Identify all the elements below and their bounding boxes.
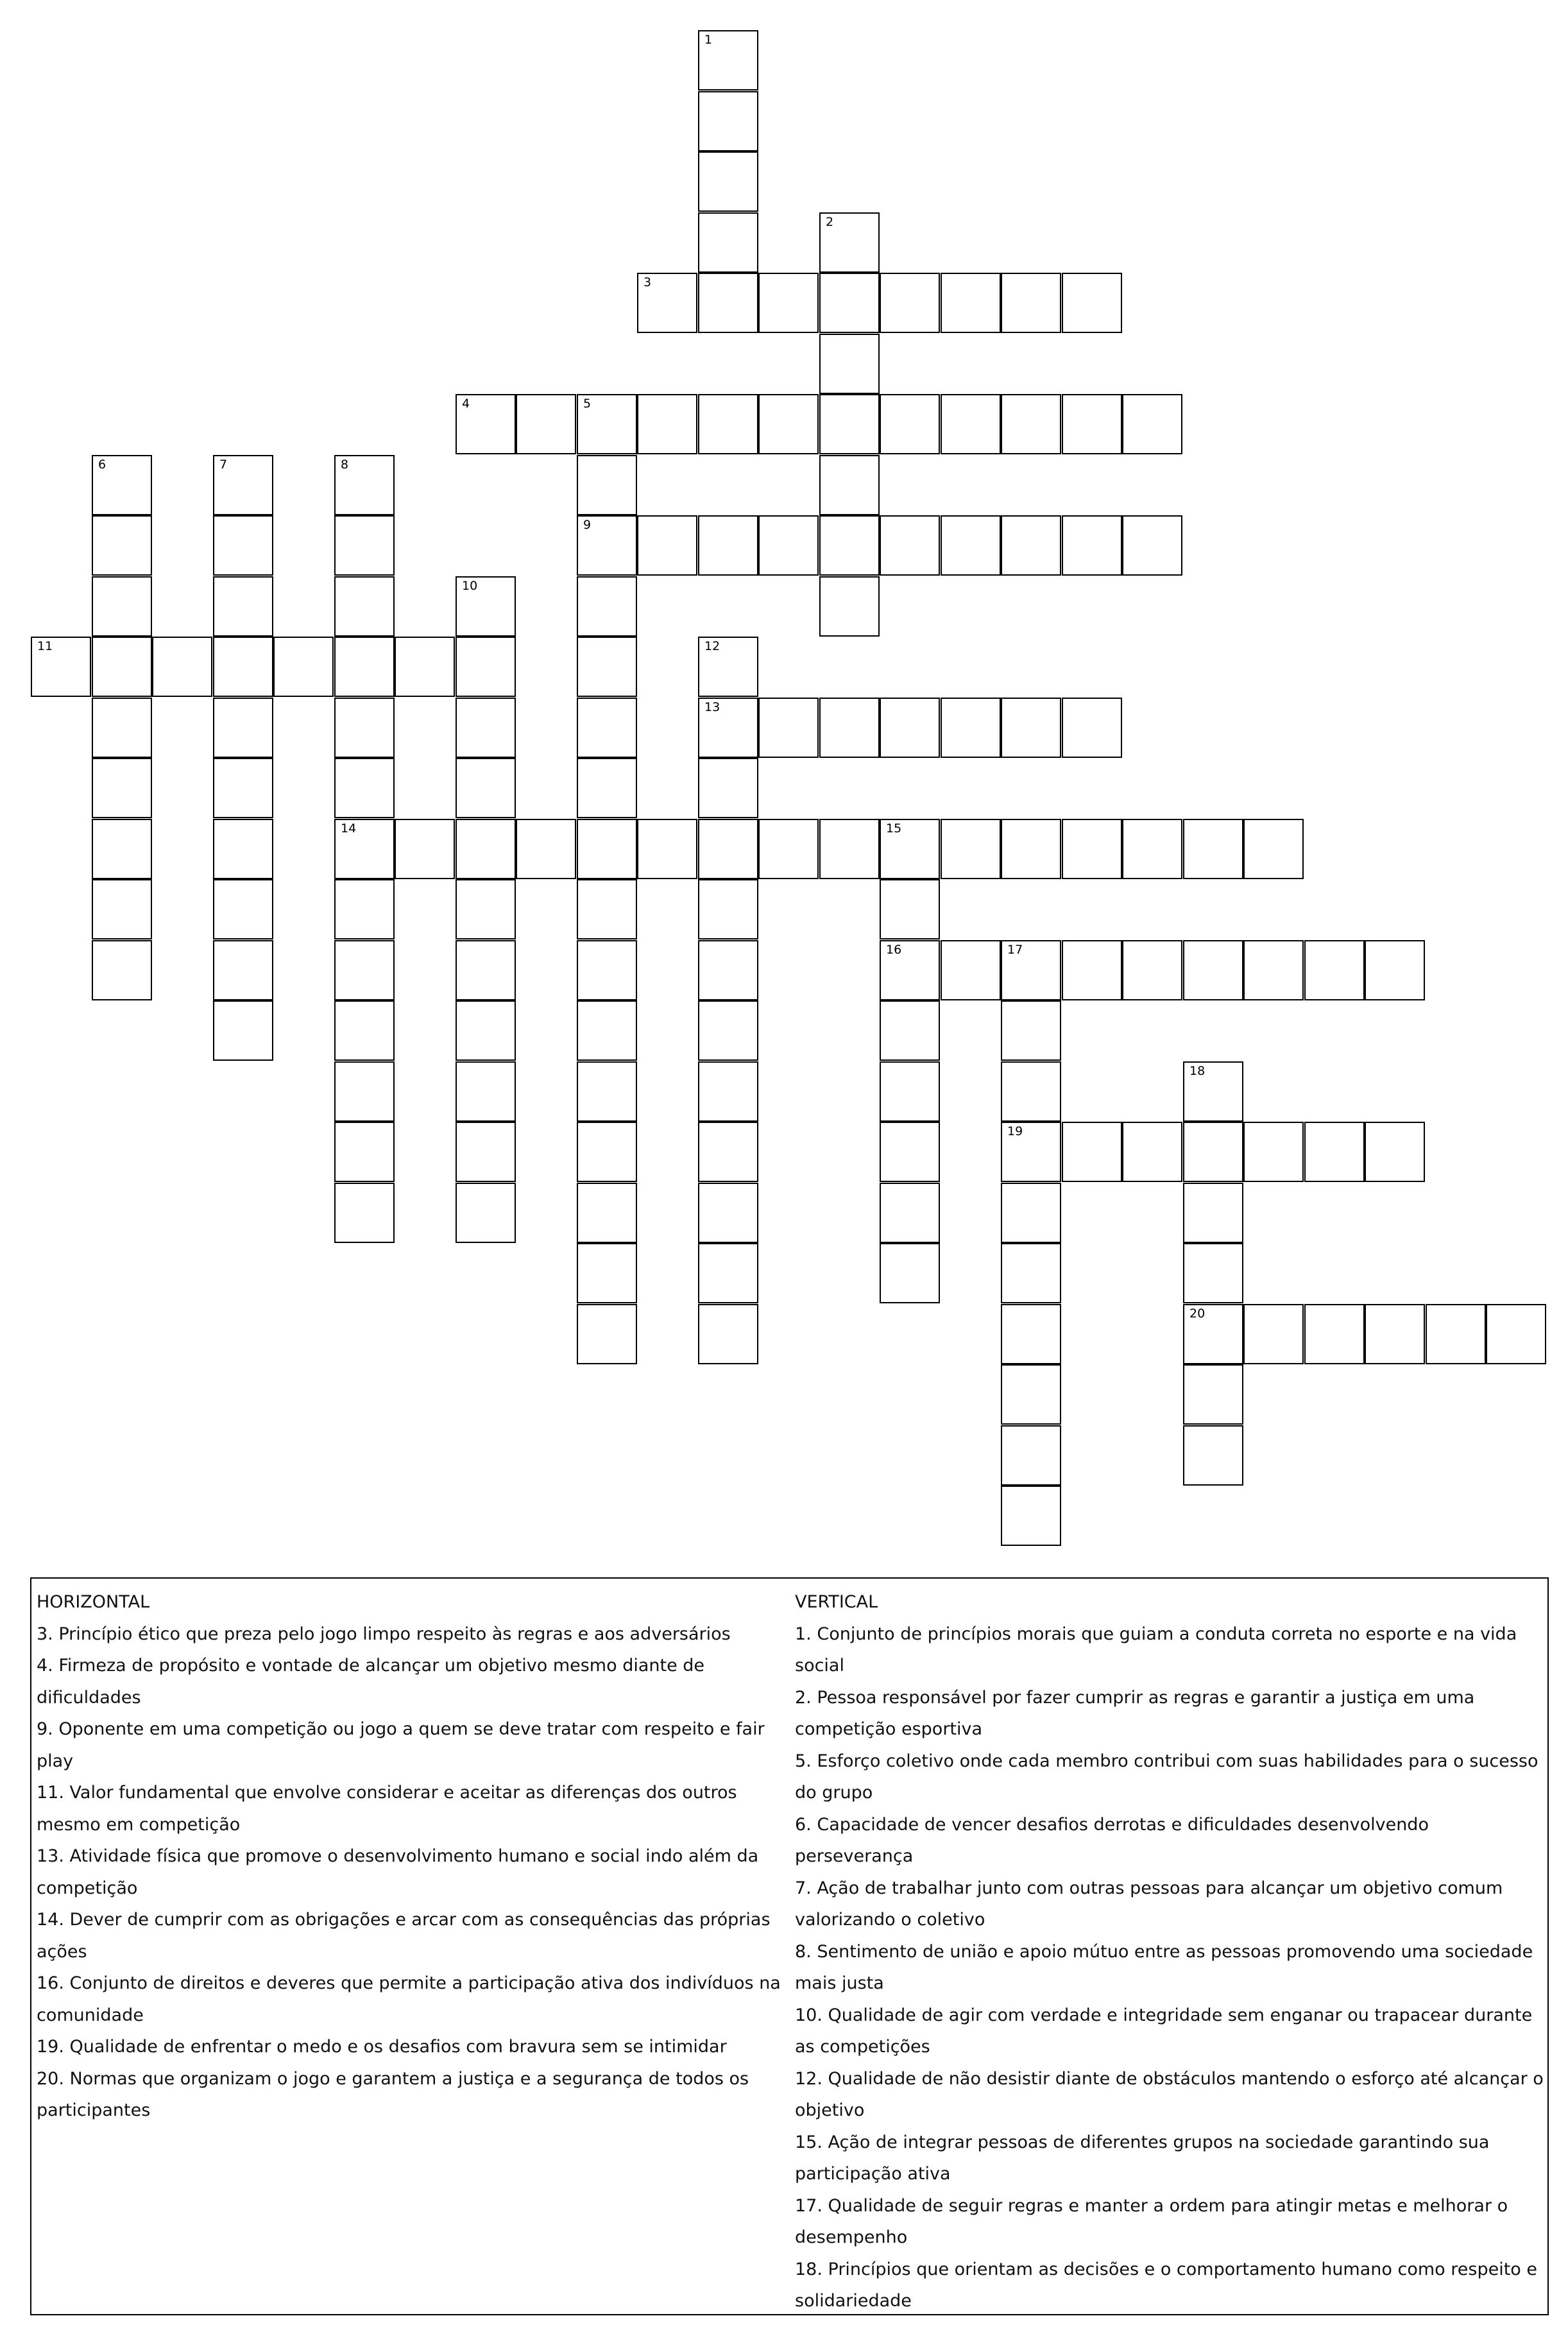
crossword-cell[interactable]: [1122, 394, 1182, 454]
clue-v-15: 15. Ação de integrar pessoas de diferentes grupos na sociedade garantindo sua participação ativa: [795, 2132, 1490, 2184]
crossword-cell[interactable]: [880, 1122, 940, 1182]
clue-v-17: 17. Qualidade de seguir regras e manter a ordem para atingir metas e melhorar o desempenho: [795, 2195, 1508, 2247]
crossword-cell[interactable]: [941, 273, 1001, 333]
crossword-cell[interactable]: [456, 637, 516, 697]
crossword-cell[interactable]: [334, 1122, 395, 1182]
crossword-cell[interactable]: [213, 1000, 273, 1061]
crossword-cell[interactable]: [334, 515, 395, 576]
crossword-cell[interactable]: [1243, 940, 1304, 1000]
clue-number: 13: [704, 700, 720, 714]
crossword-cell[interactable]: [577, 758, 637, 818]
crossword-cell[interactable]: [213, 637, 273, 697]
crossword-cell[interactable]: [1365, 1122, 1425, 1182]
crossword-cell[interactable]: [334, 940, 395, 1000]
crossword-cell[interactable]: [880, 819, 940, 879]
crossword-cell[interactable]: [273, 637, 334, 697]
crossword-cell[interactable]: [395, 637, 455, 697]
clue-number: 4: [462, 397, 470, 411]
clue-number: 5: [583, 397, 592, 411]
crossword-cell[interactable]: [698, 394, 758, 454]
crossword-cell[interactable]: [456, 1122, 516, 1182]
crossword-cell[interactable]: [456, 819, 516, 879]
clue-v-6: 6. Capacidade de vencer desafios derrotas e dificuldades desenvolvendo perseverança: [795, 1814, 1429, 1866]
clue-v-1: 1. Conjunto de princípios morais que guiam a conduta correta no esporte e na vida social: [795, 1624, 1517, 1676]
crossword-cell[interactable]: [92, 819, 152, 879]
crossword-cell[interactable]: [213, 515, 273, 576]
crossword-cell[interactable]: [637, 819, 697, 879]
crossword-cell[interactable]: [698, 1122, 758, 1182]
clue-number: 19: [1007, 1124, 1023, 1138]
crossword-cell[interactable]: [880, 1243, 940, 1303]
clues-box: [30, 1577, 1549, 2315]
crossword-cell[interactable]: [456, 1061, 516, 1122]
crossword-cell[interactable]: [1001, 1304, 1061, 1364]
crossword-cell[interactable]: [1062, 698, 1122, 758]
crossword-cell[interactable]: [758, 515, 819, 576]
crossword-cell[interactable]: [334, 637, 395, 697]
crossword-cell[interactable]: [1062, 940, 1122, 1000]
crossword-cell[interactable]: [213, 576, 273, 637]
crossword-cell[interactable]: [92, 940, 152, 1000]
crossword-cell[interactable]: [1183, 1364, 1243, 1425]
clue-number: 11: [37, 639, 53, 653]
clue-number: 17: [1007, 943, 1023, 957]
crossword-cell[interactable]: [577, 576, 637, 637]
vertical-clues: [795, 1586, 1546, 2317]
crossword-cell[interactable]: [1304, 1122, 1365, 1182]
crossword-cell[interactable]: [1122, 819, 1182, 879]
crossword-cell[interactable]: [92, 758, 152, 818]
crossword-cell[interactable]: [516, 394, 576, 454]
crossword-cell[interactable]: [637, 394, 697, 454]
clue-v-10: 10. Qualidade de agir com verdade e integridade sem enganar ou trapacear durante as competições: [795, 2005, 1533, 2057]
crossword-cell[interactable]: [213, 819, 273, 879]
crossword-cell[interactable]: [1304, 940, 1365, 1000]
crossword-cell[interactable]: [577, 819, 637, 879]
crossword-cell[interactable]: [1001, 1061, 1061, 1122]
crossword-cell[interactable]: [1243, 819, 1304, 879]
crossword-cell[interactable]: [698, 1183, 758, 1243]
crossword-cell[interactable]: [1486, 1304, 1546, 1364]
crossword-cell[interactable]: [1001, 698, 1061, 758]
crossword-cell[interactable]: [698, 879, 758, 939]
clue-v-18: 18. Princípios que orientam as decisões e o comportamento humano como respeito e solidariedade: [795, 2259, 1537, 2311]
crossword-cell[interactable]: [1001, 1364, 1061, 1425]
clue-number: 10: [462, 579, 478, 593]
crossword-cell[interactable]: [456, 576, 516, 637]
crossword-cell[interactable]: [1122, 515, 1182, 576]
clue-h-9: 9. Oponente em uma competição ou jogo a quem se deve tratar com respeito e fair play: [37, 1719, 765, 1771]
crossword-cell[interactable]: [395, 819, 455, 879]
crossword-cell[interactable]: [213, 758, 273, 818]
crossword-cell[interactable]: [941, 515, 1001, 576]
clue-h-20: 20. Normas que organizam o jogo e garantem a justiça e a segurança de todos os participantes: [37, 2068, 749, 2120]
clue-number: 6: [98, 458, 107, 472]
crossword-cell[interactable]: [1365, 940, 1425, 1000]
clue-h-4: 4. Firmeza de propósito e vontade de alcançar um objetivo mesmo diante de dificuldades: [37, 1656, 705, 1708]
crossword-cell[interactable]: [1001, 940, 1061, 1000]
crossword-cell[interactable]: [1001, 1122, 1061, 1182]
crossword-cell[interactable]: [880, 515, 940, 576]
clue-h-13: 13. Atividade física que promove o desenvolvimento humano e social indo além da competição: [37, 1846, 759, 1898]
crossword-cell[interactable]: [698, 212, 758, 273]
crossword-cell[interactable]: [92, 879, 152, 939]
clue-h-11: 11. Valor fundamental que envolve considerar e aceitar as diferenças dos outros mesmo em competição: [37, 1783, 737, 1835]
crossword-cell[interactable]: [698, 151, 758, 212]
crossword-cell[interactable]: [92, 455, 152, 515]
crossword-cell[interactable]: [880, 394, 940, 454]
crossword-cell[interactable]: [880, 940, 940, 1000]
clue-h-19: 19. Qualidade de enfrentar o medo e os desafios com bravura sem se intimidar: [37, 2037, 727, 2057]
crossword-cell[interactable]: [698, 819, 758, 879]
crossword-cell[interactable]: [577, 394, 637, 454]
clue-v-7: 7. Ação de trabalhar junto com outras pessoas para alcançar um objetivo comum valorizando o coletivo: [795, 1878, 1503, 1930]
crossword-cell[interactable]: [1183, 1243, 1243, 1303]
crossword-cell[interactable]: [92, 515, 152, 576]
clue-number: 3: [643, 275, 652, 289]
crossword-cell[interactable]: [819, 394, 880, 454]
crossword-cell[interactable]: [1062, 273, 1122, 333]
crossword-cell[interactable]: [213, 940, 273, 1000]
crossword-cell[interactable]: [698, 1061, 758, 1122]
crossword-cell[interactable]: [334, 1183, 395, 1243]
crossword-cell[interactable]: [1183, 819, 1243, 879]
crossword-cell[interactable]: [152, 637, 212, 697]
crossword-cell[interactable]: [577, 1061, 637, 1122]
crossword-cell[interactable]: [516, 819, 576, 879]
crossword-cell[interactable]: [577, 940, 637, 1000]
crossword-cell[interactable]: [758, 273, 819, 333]
crossword-cell[interactable]: [1001, 1000, 1061, 1061]
crossword-cell[interactable]: [31, 637, 91, 697]
crossword-cell[interactable]: [577, 698, 637, 758]
crossword-cell[interactable]: [698, 940, 758, 1000]
crossword-cell[interactable]: [698, 1243, 758, 1303]
clue-number: 8: [341, 458, 349, 472]
crossword-cell[interactable]: [456, 394, 516, 454]
crossword-cell[interactable]: [1365, 1304, 1425, 1364]
crossword-cell[interactable]: [1001, 1425, 1061, 1486]
crossword-cell[interactable]: [1001, 1183, 1061, 1243]
crossword-cell[interactable]: [819, 576, 880, 637]
crossword-cell[interactable]: [880, 1061, 940, 1122]
crossword-cell[interactable]: [456, 879, 516, 939]
crossword-cell[interactable]: [637, 515, 697, 576]
crossword-cell[interactable]: [698, 637, 758, 697]
clue-v-8: 8. Sentimento de união e apoio mútuo entre as pessoas promovendo uma sociedade mais justa: [795, 1941, 1533, 1993]
clue-number: 15: [886, 821, 902, 836]
crossword-cell[interactable]: [577, 1122, 637, 1182]
crossword-cell[interactable]: [334, 698, 395, 758]
crossword-cell[interactable]: [1001, 1486, 1061, 1546]
crossword-cell[interactable]: [92, 637, 152, 697]
crossword-cell[interactable]: [698, 698, 758, 758]
clue-number: 12: [704, 639, 720, 653]
crossword-cell[interactable]: [577, 455, 637, 515]
clue-number: 9: [583, 518, 592, 532]
crossword-cell[interactable]: [880, 698, 940, 758]
crossword-cell[interactable]: [334, 455, 395, 515]
crossword-cell[interactable]: [941, 698, 1001, 758]
crossword-cell[interactable]: [456, 940, 516, 1000]
crossword-cell[interactable]: [92, 698, 152, 758]
crossword-cell[interactable]: [698, 91, 758, 151]
crossword-cell[interactable]: [637, 273, 697, 333]
crossword-cell[interactable]: [698, 1000, 758, 1061]
crossword-cell[interactable]: [941, 940, 1001, 1000]
crossword-cell[interactable]: [1304, 1304, 1365, 1364]
crossword-cell[interactable]: [880, 1183, 940, 1243]
crossword-cell[interactable]: [456, 758, 516, 818]
crossword-cell[interactable]: [334, 1000, 395, 1061]
crossword-cell[interactable]: [880, 1000, 940, 1061]
crossword-cell[interactable]: [577, 637, 637, 697]
crossword-cell[interactable]: [1426, 1304, 1486, 1364]
crossword-cell[interactable]: [1122, 1122, 1182, 1182]
clue-number: 2: [826, 215, 834, 229]
crossword-cell[interactable]: [880, 273, 940, 333]
crossword-cell[interactable]: [1183, 1425, 1243, 1486]
crossword-cell[interactable]: [1183, 1122, 1243, 1182]
crossword-cell[interactable]: [758, 819, 819, 879]
crossword-cell[interactable]: [334, 1061, 395, 1122]
crossword-cell[interactable]: [1243, 1304, 1304, 1364]
crossword-cell[interactable]: [698, 30, 758, 90]
clue-number: 7: [219, 458, 228, 472]
crossword-cell[interactable]: [577, 879, 637, 939]
crossword-cell[interactable]: [334, 819, 395, 879]
crossword-cell[interactable]: [213, 455, 273, 515]
crossword-cell[interactable]: [1001, 1243, 1061, 1303]
crossword-cell[interactable]: [577, 1000, 637, 1061]
horizontal-title: HORIZONTAL: [37, 1592, 150, 1612]
crossword-cell[interactable]: [819, 819, 880, 879]
crossword-cell[interactable]: [577, 1183, 637, 1243]
crossword-cell[interactable]: [1122, 940, 1182, 1000]
crossword-cell[interactable]: [1183, 940, 1243, 1000]
clue-number: 20: [1189, 1307, 1206, 1321]
crossword-cell[interactable]: [880, 879, 940, 939]
crossword-cell[interactable]: [819, 515, 880, 576]
crossword-cell[interactable]: [213, 879, 273, 939]
crossword-cell[interactable]: [941, 819, 1001, 879]
clue-h-3: 3. Princípio ético que preza pelo jogo limpo respeito às regras e aos adversários: [37, 1624, 731, 1644]
crossword-cell[interactable]: [1001, 515, 1061, 576]
crossword-cell[interactable]: [1062, 394, 1122, 454]
crossword-cell[interactable]: [698, 758, 758, 818]
clue-v-2: 2. Pessoa responsável por fazer cumprir as regras e garantir a justiça em uma competição esportiva: [795, 1687, 1475, 1739]
crossword-cell[interactable]: [819, 212, 880, 273]
clue-number: 14: [341, 821, 357, 836]
crossword-cell[interactable]: [334, 879, 395, 939]
crossword-cell[interactable]: [213, 698, 273, 758]
crossword-cell[interactable]: [819, 273, 880, 333]
crossword-cell[interactable]: [758, 394, 819, 454]
clue-h-14: 14. Dever de cumprir com as obrigações e arcar com as consequências das próprias ações: [37, 1910, 771, 1962]
crossword-cell[interactable]: [1001, 394, 1061, 454]
clue-number: 16: [886, 943, 902, 957]
crossword-cell[interactable]: [92, 576, 152, 637]
crossword-cell[interactable]: [1183, 1183, 1243, 1243]
crossword-cell[interactable]: [1062, 819, 1122, 879]
crossword-cell[interactable]: [334, 758, 395, 818]
clue-h-16: 16. Conjunto de direitos e deveres que permite a participação ativa dos indivíduos na comunidade: [37, 1973, 781, 2025]
crossword-cell[interactable]: [577, 1243, 637, 1303]
crossword-cell[interactable]: [698, 273, 758, 333]
crossword-cell[interactable]: [758, 698, 819, 758]
clue-number: 1: [704, 33, 713, 47]
crossword-cell[interactable]: [577, 1304, 637, 1364]
crossword-cell[interactable]: [1183, 1304, 1243, 1364]
clue-v-12: 12. Qualidade de não desistir diante de obstáculos mantendo o esforço até alcançar o objetivo: [795, 2068, 1544, 2120]
crossword-cell[interactable]: [334, 576, 395, 637]
crossword-cell[interactable]: [1062, 515, 1122, 576]
crossword-cell[interactable]: [698, 1304, 758, 1364]
clue-number: 18: [1189, 1064, 1206, 1078]
crossword-cell[interactable]: [1243, 1122, 1304, 1182]
vertical-title: VERTICAL: [795, 1592, 878, 1612]
crossword-cell[interactable]: [1001, 273, 1061, 333]
crossword-cell[interactable]: [1062, 1122, 1122, 1182]
horizontal-clues: [37, 1586, 797, 2127]
crossword-cell[interactable]: [1183, 1061, 1243, 1122]
crossword-cell[interactable]: [819, 334, 880, 394]
crossword-cell[interactable]: [698, 515, 758, 576]
crossword-cell[interactable]: [456, 698, 516, 758]
crossword-cell[interactable]: [819, 698, 880, 758]
clue-v-5: 5. Esforço coletivo onde cada membro contribui com suas habilidades para o sucesso do grupo: [795, 1751, 1538, 1803]
crossword-cell[interactable]: [819, 455, 880, 515]
crossword-cell[interactable]: [1001, 819, 1061, 879]
crossword-cell[interactable]: [456, 1000, 516, 1061]
crossword-cell[interactable]: [456, 1183, 516, 1243]
crossword-cell[interactable]: [941, 394, 1001, 454]
crossword-cell[interactable]: [577, 515, 637, 576]
